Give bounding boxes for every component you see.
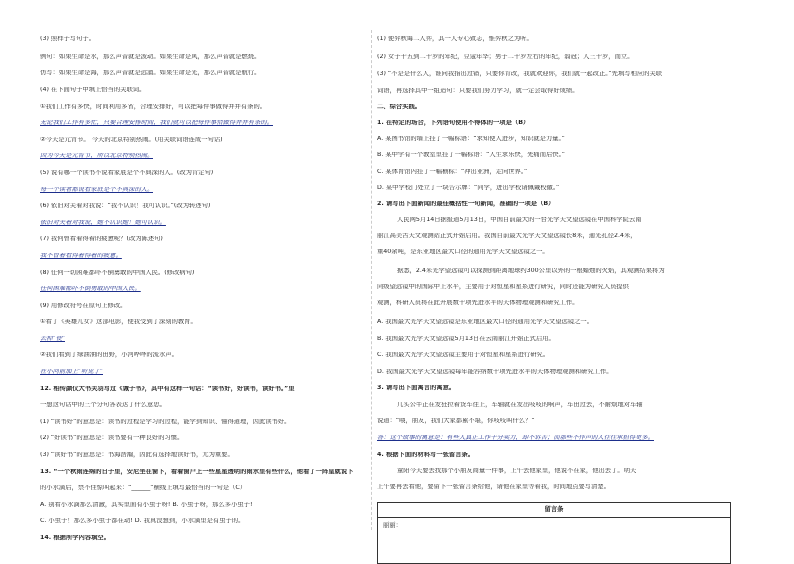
s2-q2-prompt: 2. 请写出下面新闻的最佳概括性一句新闻，准确的一项是（B）: [377, 201, 555, 207]
q5-answer: 每一个读者都说看家底是个不典深的人。: [40, 187, 154, 193]
q14-3-cont: 词语，再选择其中一组造句：只要我们努力学习，就一定会取得好成绩。: [377, 88, 579, 94]
s2-q1-option-d: D. 某中学校门处立了一块告示牌：“同学，进出学校请佩戴校徽。”: [377, 185, 560, 191]
s2-q3-fable-2: 说道：“喂，朋友，我们大家都累不堪，你吱吱叫什么？”: [377, 418, 535, 424]
s2-q2-news-3: 重40余吨，是东亚地区最大口径的通用光学天文望远镜之一。: [377, 249, 549, 255]
q4-1-answer: 无论我们工作有多忙，只要合理安排时间，我们就可以把每件事情做得井井有条的。: [40, 120, 273, 126]
s2-q2-option-b: B. 我国最大光学天文望远镜5月13日在云南丽江开始正式启用。: [377, 336, 555, 342]
message-note-box: [377, 502, 731, 564]
q14-heading: 14. 根据所学内容填空。: [40, 535, 111, 541]
s2-q3-prompt: 3. 请写出下面寓言的寓意。: [377, 385, 456, 391]
q13-prompt-cont: 的小水滴后，禁不住惊叫起来：“______”横线上填写最恰当的一句是（C）: [40, 485, 247, 491]
s2-q1-option-b: B. 某中学有一个教室里挂了一幅标语：“人生求乐快，先痛而后快。”: [377, 152, 566, 158]
note-title-rule: [378, 517, 730, 518]
note-title: 留言条: [544, 506, 564, 513]
q9-2-answer: 在小河前加上“听见了”: [40, 369, 104, 375]
note-salutation: 丽丽：: [383, 522, 402, 529]
q9-prompt: (9) 用修改符号在原句上修改。: [40, 303, 127, 309]
q14-3: (3) “不是是什么人，谁向我指出过错，只要你肯改，我就欢迎你，我们就一起改正。”先填写相应的关联: [377, 71, 663, 77]
s2-q3-fable-1: 几头公牛正在发狂拉着货车往上，车轴就在发出吱吱的响声，车田过去，不耐烦地对车轴: [397, 402, 643, 408]
s2-q4-prompt: 4. 根据下面的材料写一张留言条。: [377, 452, 475, 458]
s2-q1-option-a: A. 某图书馆的墙上挂了一幅标语：“求知使人进步，知识就是力量。”: [377, 136, 565, 142]
q4-1-prompt: ①我们工作有多快，时间利用多省，合理安排好，可以把每件事做得井井有条的。: [40, 104, 267, 110]
q13-options-cd: C. 小虫子！那么多小虫子都在动! D. 我真没想到，小水滴里是有虫子的。: [40, 518, 245, 524]
s2-q1-prompt: 1. 在特定的场合，下列语句使用不得体的一项是（B）: [377, 120, 530, 126]
q7-answer: 我不曾着看得着得着的疲惫。: [40, 253, 122, 259]
s2-q1-option-c: C. 某体育馆内挂了一幅横标：“冲出亚洲，走向世界。”: [377, 169, 528, 175]
q13-prompt: 13. “一个秋雨连绵的日子里，安尼坐在窗下，看着窗户上一些星星透明的雨水里有些什么，他看了一阵皇就说下: [40, 469, 354, 475]
s2-q2-news-6: 观测，科研人员将在此开展数十项先进水平的天体物理观测和研究工作。: [377, 300, 579, 306]
q3-example: 例句：如果生命是水，那么声音就是波动。如果生命是风，那么声音就是燃烧。: [40, 54, 261, 60]
q12-3: (3) “读好书”的意思是：书海浩瀚，因此有选择地读好书，尤为重要。: [40, 452, 234, 458]
q14-1: (1) 使弈秋诲二人弈，其一人专心致志，惟弈秋之为听。: [377, 36, 533, 42]
q3-imitation: 仿写：如果生命是海，那么声音就是远涌。如果生命是光，那么声音就是航行。: [40, 70, 261, 76]
q8-answer: 任何困难都吓不倒勇敢的中国人民。: [40, 286, 141, 292]
q4-2-prompt: ②今天是元宵节。 今天的北京特别热闹。(用关联词语连成一句话): [40, 137, 223, 143]
s2-q2-option-a: A. 我国最大光学天文望远镜是东亚地区最大口径的通用光学天文望远镜之一。: [377, 319, 593, 325]
s2-q2-option-c: C. 我国最大光学天文望远镜主要用于对恒星和星系进行研究。: [377, 352, 550, 358]
q4-heading: (4) 在下面句子中填上恰当的关联词。: [40, 87, 146, 93]
s2-q4-material-1: 童阳今天要去找那个小朋友商量一件事，上午去他家里，他说不在家，他出去了。明天: [397, 468, 637, 474]
s2-q2-option-d: D. 我国最大光学天文望远镜每年能容纳数十项先进水平的天体物理观测和研究工作。: [377, 369, 613, 375]
section-2-heading: 二、综合实践。: [377, 104, 422, 110]
q4-2-answer: 因为今天是元宵节，所以北京特别热闹。: [40, 153, 154, 159]
q6-prompt: (6) 依旧对关着对我说：“我不认识！我可认识。”(改为转述句): [40, 203, 211, 209]
q5-prompt: (5) 说有哪一个读书不说看家底是个不典深的人。(改为肯定句): [40, 170, 214, 176]
q9-2-sentence: ②我们看到了绿油油的田野，小河哗哗的流水声。: [40, 352, 178, 358]
q9-1-sentence: ①看了《英雄儿女》这部电影，使我受到了深刻的教育。: [40, 319, 197, 325]
q13-options-ab: A. 别看小水滴那么清澈，其实里面有小虫子呀! B. 小虫子呀，那么多小虫子!: [40, 502, 253, 508]
q8-prompt: (8) 任何一切困难都吓不倒勇敢的中国人民。(修改病句): [40, 270, 195, 276]
q12-2: (2) “好读书”的意思是：读书要有一种良好的习惯。: [40, 435, 184, 441]
s2-q2-news-5: 同级望远镜中的国际中上水平，主要用于对恒星和星系进行研究，同时还能为研究人员提供: [377, 284, 629, 290]
q6-answer: 依旧对关着对我说，她不认识她！她可认识。: [40, 220, 166, 226]
q9-1-answer: 去掉“使”: [40, 336, 66, 342]
column-divider: [371, 30, 372, 530]
s2-q2-news-4: 据悉，2.4米光学望远镜可以探测到距离地球约300公里以外的一根蜡烛的火焰，其观测结果将为: [397, 268, 665, 274]
q14-2: (2) 女子十五到二十岁的年纪，豆蔻年华；男子二十岁左右的年纪，弱冠；人三十岁，而立。: [377, 54, 634, 60]
s2-q2-news-1: 人民网5月14日据报道5月13日，中国目前最大的一台光学天文望远镜在中国科学院云南: [397, 217, 642, 223]
q7-prompt: (7) 我何曾看着得着的疲惫呢？(改为陈述句): [40, 236, 163, 242]
q3-heading: (3) 照样子写句子。: [40, 36, 95, 42]
s2-q2-news-2: 丽江高美古天文观测站正式开始启用。我国目前最大光学天文望远镜长8米，通光孔径2.4米，: [377, 233, 637, 239]
q12-1: (1) “读书好”的意思是：读书的过程是学习的过程，能学到知识、懂得道理，因此读书好。: [40, 419, 291, 425]
q12-prompt-cont: 一想这句话中的三个分句各表达了什么意思。: [40, 402, 166, 408]
s2-q4-material-2: 上午要再去看他，要留下一张留言条给他，请他在家里等着我，时间地点要写清楚。: [377, 484, 610, 490]
s2-q3-answer: 答：这个故事的寓意是：有些人真正工作十分卖力，却不诉苦；而那些不作声的人往往承担得更多。: [377, 435, 655, 441]
q12-prompt: 12. 相传颜仪大书关羽写过《诫子书》，其中有这样一句话：“读书好，好读书，读好书。”里: [40, 386, 295, 392]
